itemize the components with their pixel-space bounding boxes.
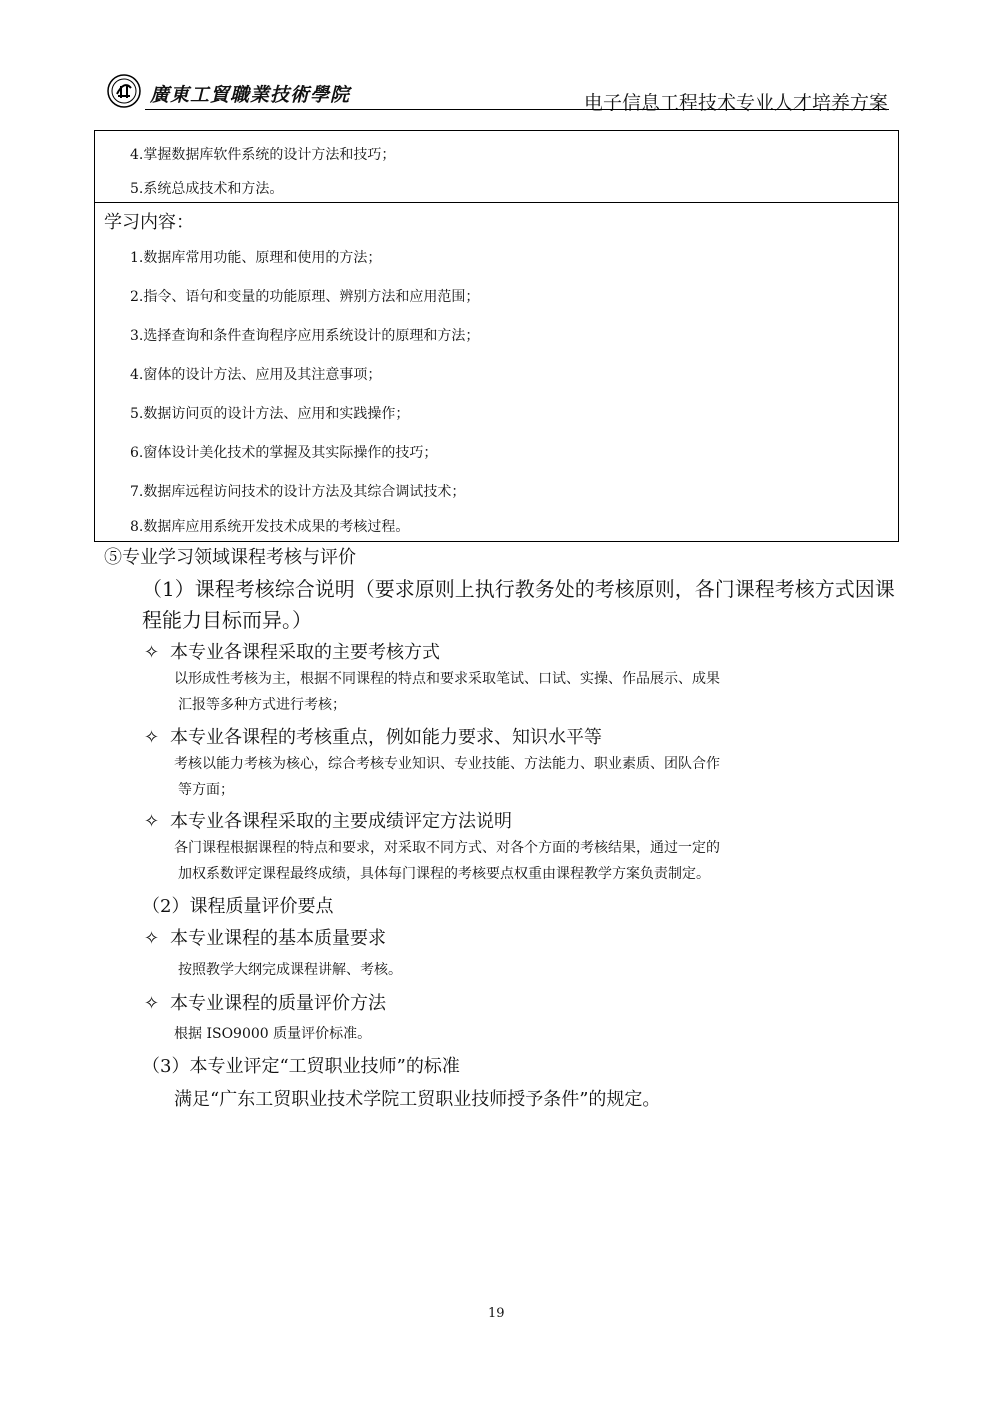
list-item: 1.数据库常用功能、原理和使用的方法； bbox=[130, 250, 382, 266]
list-item: 4.掌握数据库软件系统的设计方法和技巧； bbox=[130, 147, 396, 163]
bullet-item bbox=[144, 924, 386, 950]
diamond-bullet-icon: ✧ bbox=[144, 928, 160, 949]
paragraph: （3）本专业评定“工贸职业技师”的标准 bbox=[142, 1056, 460, 1077]
bullet-item bbox=[144, 989, 386, 1015]
paragraph: 满足“广东工贸职业技术学院工贸职业技师授予条件”的规定。 bbox=[174, 1089, 661, 1110]
bullet-item bbox=[144, 723, 602, 749]
bullet-item bbox=[144, 638, 440, 664]
header-divider bbox=[145, 109, 889, 110]
bullet-title: 本专业各课程采取的主要成绩评定方法说明 bbox=[170, 811, 512, 832]
list-item: 5.数据访问页的设计方法、应用和实践操作； bbox=[130, 406, 410, 422]
diamond-bullet-icon: ✧ bbox=[144, 727, 160, 748]
list-item: 3.选择查询和条件查询程序应用系统设计的原理和方法； bbox=[130, 328, 480, 344]
school-name: 廣東工貿職業技術學院 bbox=[150, 84, 351, 106]
learning-content-heading: 学习内容： bbox=[104, 212, 194, 233]
diamond-bullet-icon: ✧ bbox=[144, 642, 160, 663]
document-title: 电子信息工程技术专业人才培养方案 bbox=[583, 92, 888, 114]
bullet-body: 考核以能力考核为核心，综合考核专业知识、专业技能、方法能力、职业素质、团队合作 bbox=[174, 756, 720, 772]
page-number: 19 bbox=[488, 1306, 505, 1321]
list-item: 6.窗体设计美化技术的掌握及其实际操作的技巧； bbox=[130, 445, 438, 461]
bullet-body: 加权系数评定课程最终成绩，具体每门课程的考核要点权重由课程教学方案负责制定。 bbox=[178, 866, 710, 882]
bullet-body: 各门课程根据课程的特点和要求，对采取不同方式、对各个方面的考核结果，通过一定的 bbox=[174, 840, 720, 856]
paragraph: 程能力目标而异。） bbox=[142, 608, 312, 632]
paragraph: （1）课程考核综合说明（要求原则上执行教务处的考核原则，各门课程考核方式因课 bbox=[142, 577, 895, 601]
bullet-title: 本专业各课程的考核重点，例如能力要求、知识水平等 bbox=[170, 727, 602, 748]
bullet-body: 根据 ISO9000 质量评价标准。 bbox=[174, 1026, 372, 1042]
bullet-body: 汇报等多种方式进行考核； bbox=[178, 697, 346, 713]
list-item: 5.系统总成技术和方法。 bbox=[130, 181, 284, 197]
school-logo-icon bbox=[107, 74, 141, 108]
bullet-title: 本专业课程的质量评价方法 bbox=[170, 993, 386, 1014]
bullet-title: 本专业各课程采取的主要考核方式 bbox=[170, 642, 440, 663]
bullet-body: 以形成性考核为主，根据不同课程的特点和要求采取笔试、口试、实操、作品展示、成果 bbox=[174, 671, 720, 687]
bullet-body: 等方面； bbox=[178, 782, 234, 798]
list-item: 7.数据库远程访问技术的设计方法及其综合调试技术； bbox=[130, 484, 466, 500]
list-item: 2.指令、语句和变量的功能原理、辨别方法和应用范围； bbox=[130, 289, 480, 305]
paragraph: （2）课程质量评价要点 bbox=[142, 896, 334, 917]
bullet-item bbox=[144, 807, 512, 833]
list-item: 4.窗体的设计方法、应用及其注意事项； bbox=[130, 367, 382, 383]
bullet-title: 本专业课程的基本质量要求 bbox=[170, 928, 386, 949]
diamond-bullet-icon: ✧ bbox=[144, 811, 160, 832]
section-title: ⑤专业学习领域课程考核与评价 bbox=[104, 547, 356, 568]
bullet-body: 按照教学大纲完成课程讲解、考核。 bbox=[178, 962, 402, 978]
diamond-bullet-icon: ✧ bbox=[144, 993, 160, 1014]
list-item: 8.数据库应用系统开发技术成果的考核过程。 bbox=[130, 519, 410, 535]
